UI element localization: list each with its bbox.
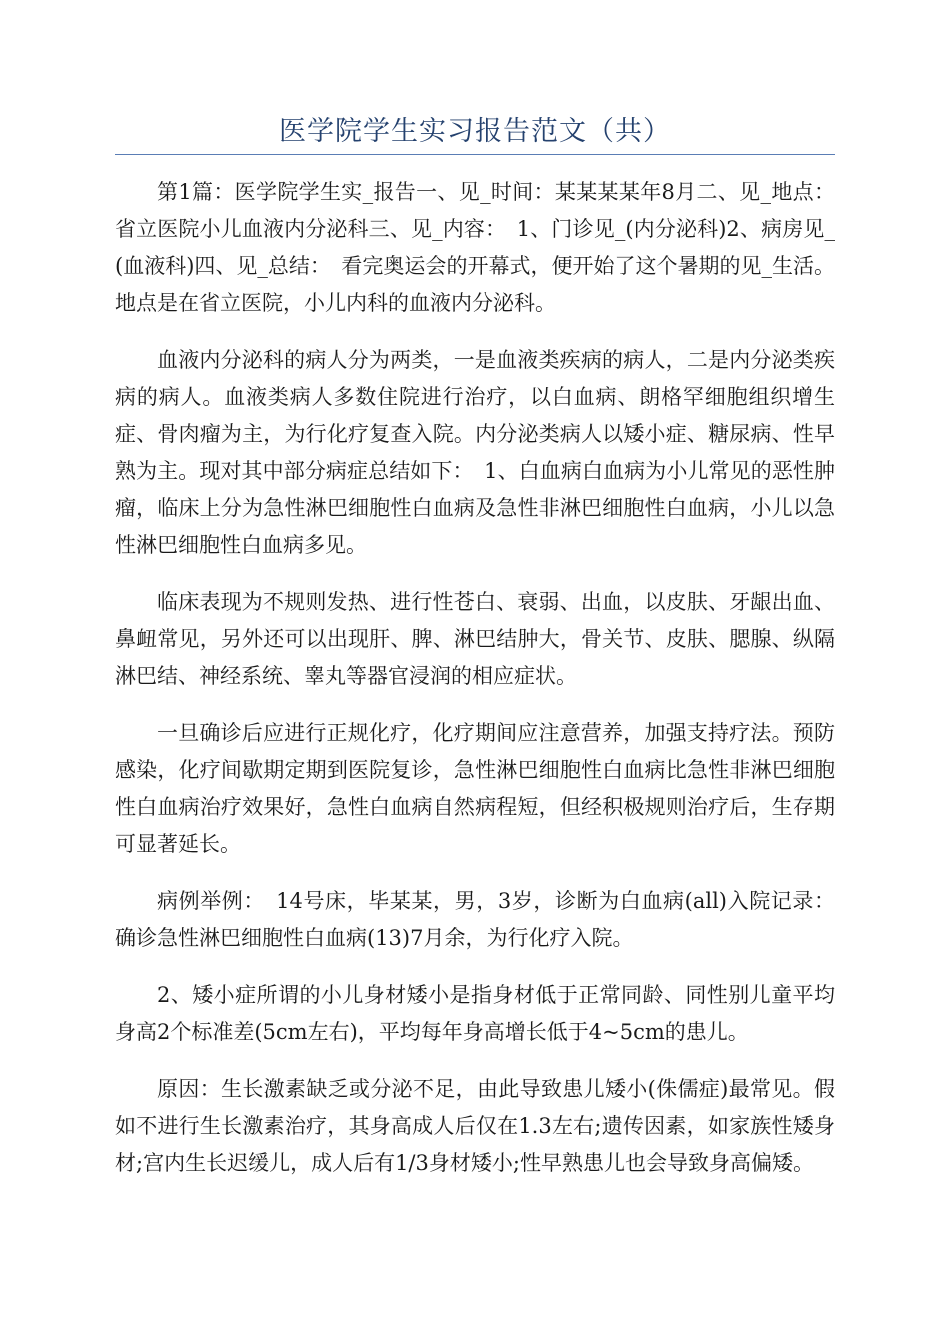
- document-body: [115, 174, 835, 1202]
- paragraph: 临床表现为不规则发热、进行性苍白、衰弱、出血，以皮肤、牙龈出血、鼻衄常见，另外还可以出现肝、脾、淋巴结肿大，骨关节、皮肤、腮腺、纵隔淋巴结、神经系统、睾丸等器官浸润的相应症状。: [115, 590, 835, 688]
- document-title: 医学院学生实习报告范文（共）: [279, 116, 671, 147]
- paragraph: 病例举例： 14号床，毕某某，男，3岁，诊断为白血病(all)入院记录：确诊急性淋巴细胞性白血病(13)7月余，为行化疗入院。: [115, 889, 835, 950]
- title-divider: [115, 154, 835, 155]
- paragraph: 血液内分泌科的病人分为两类，一是血液类疾病的病人，二是内分泌类疾病的病人。血液类病人多数住院进行治疗，以白血病、朗格罕细胞组织增生症、骨肉瘤为主，为行化疗复查入院。内分泌类病人以矮小症、糖尿病、性早熟为主。现对其中部分病症总结如下： 1、白血病白血病为小儿常见的恶性肿瘤，临床上分为急性淋巴细胞性白血病及急性非淋巴细胞性白血病，小儿以急性淋巴细胞性白血病多见。: [115, 348, 835, 557]
- paragraph: 原因：生长激素缺乏或分泌不足，由此导致患儿矮小(侏儒症)最常见。假如不进行生长激素治疗，其身高成人后仅在1.3左右;遗传因素，如家族性矮身材;宫内生长迟缓儿，成人后有1/3身材矮小;性早熟患儿也会导致身高偏矮。: [115, 1077, 835, 1175]
- paragraph: 一旦确诊后应进行正规化疗，化疗期间应注意营养，加强支持疗法。预防感染，化疗间歇期定期到医院复诊，急性淋巴细胞性白血病比急性非淋巴细胞性白血病治疗效果好，急性白血病自然病程短，但经积极规则治疗后，生存期可显著延长。: [115, 721, 835, 856]
- paragraph: 第1篇：医学院学生实_报告一、见_时间：某某某某年8月二、见_地点：省立医院小儿血液内分泌科三、见_内容： 1、门诊见_(内分泌科)2、病房见_(血液科)四、见_总结： 看完奥运会的开幕式，便开始了这个暑期的见_生活。地点是在省立医院，小儿内科的血液内分泌科。: [115, 180, 835, 315]
- paragraph: 2、矮小症所谓的小儿身材矮小是指身材低于正常同龄、同性别儿童平均身高2个标准差(5cm左右)，平均每年身高增长低于4~5cm的患儿。: [115, 983, 835, 1044]
